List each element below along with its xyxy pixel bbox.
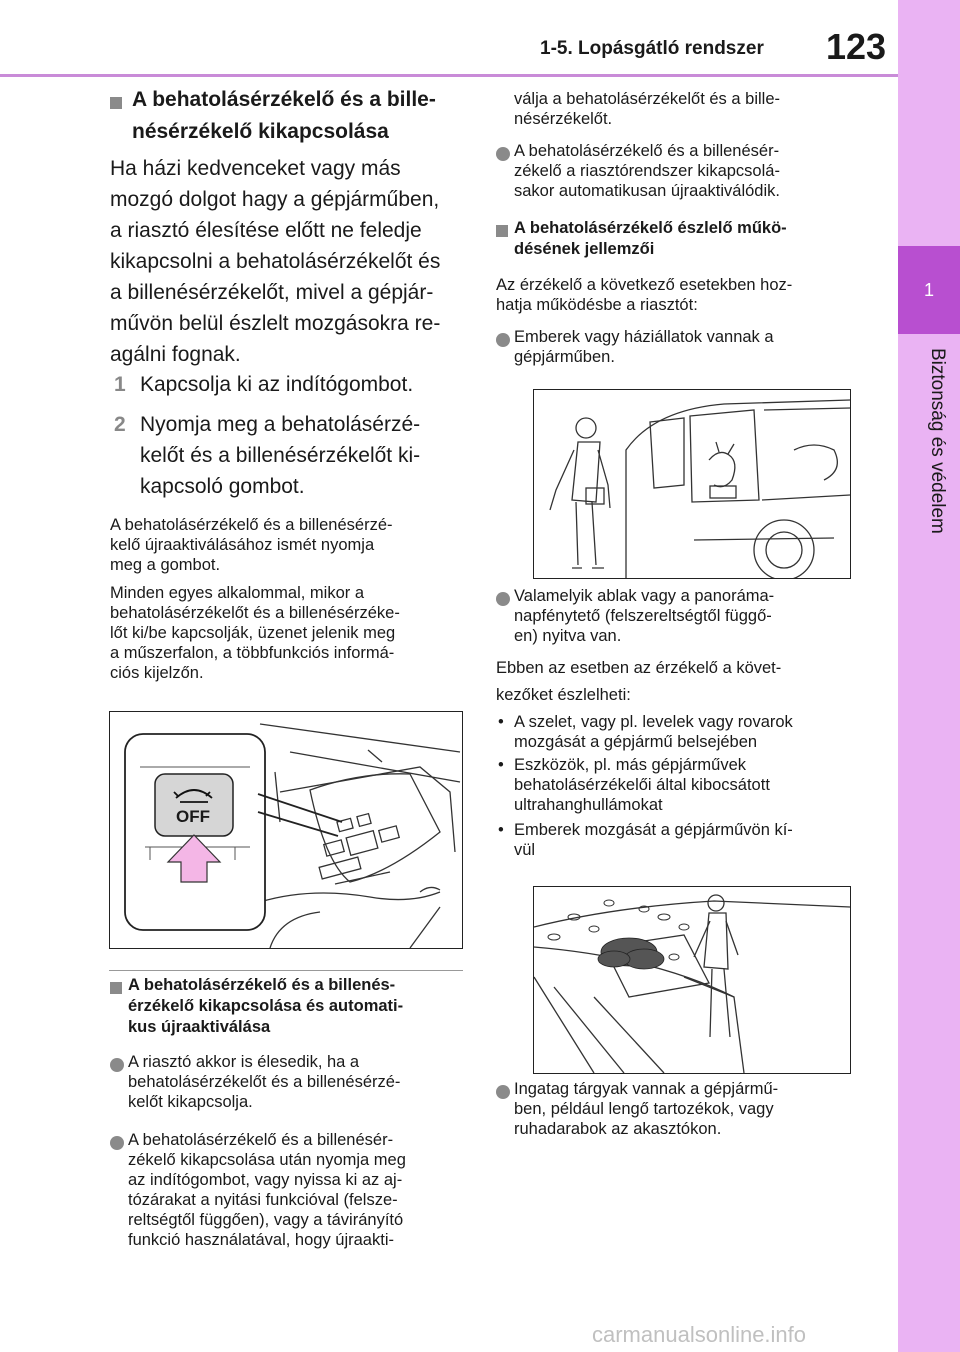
intro-2-line: Az érzékelő a következő esetekben hoz- [496,276,793,294]
heading-1-line-2: nésérzékelő kikapcsolása [132,120,389,143]
bullet-2-line: tózárakat a nyitási funkcióval (felsze- [128,1191,398,1209]
note-1-line: kelő újraaktiválásához ismét nyomja [110,536,375,554]
person-and-pet-illustration [534,390,850,578]
list-bullet-icon: • [498,713,504,731]
bullet-1-line: A riasztó akkor is élesedik, ha a [128,1053,360,1071]
note-2-line: lőt ki/be kapcsolják, üzenet jelenik meg [110,624,396,642]
chapter-tab[interactable] [898,246,960,334]
heading-2-line: érzékelő kikapcsolása és automati- [128,997,404,1015]
bullet-2-line: funkció használatával, hogy újraakti- [128,1231,394,1249]
note-1-line: A behatolásérzékelő és a billenésérzé- [110,516,393,534]
step-2-number: 2 [114,413,126,436]
step-2-line: kapcsoló gombot. [140,475,305,498]
bullet-dot-icon [110,1058,124,1072]
overhead-console-illustration [110,712,462,948]
person-and-pet-figure [533,389,851,579]
note-2-line: a műszerfalon, a többfunkciós informá- [110,644,395,662]
intro-2-line: hatja működésbe a riasztót: [496,296,698,314]
bullet-dot-icon [496,333,510,347]
list-item-line: vül [514,841,536,859]
bullet-dot-icon [496,147,510,161]
bullet-6-line: ruhadarabok az akasztókon. [514,1120,722,1138]
heading-2-line: kus újraaktiválása [128,1018,271,1036]
page-number: 123 [826,26,887,67]
intro-line: mozgó dolgot hagy a gépjárműben, [110,188,440,211]
list-bullet-icon: • [498,821,504,839]
paragraph-line: Ebben az esetben az érzékelő a követ- [496,659,782,677]
paragraph-line: kezőket észlelheti: [496,686,631,704]
section-title: 1-5. Lopásgátló rendszer [540,38,764,59]
note-2-line: Minden egyes alkalommal, mikor a [110,584,365,602]
heading-square-icon [110,97,122,109]
watermark: carmanualsonline.info [592,1322,807,1347]
list-bullet-icon: • [498,756,504,774]
bullet-3-line: sakor automatikusan újraaktiválódik. [514,182,780,200]
step-1-text: Kapcsolja ki az indítógombot. [140,373,414,396]
heading-2-line: A behatolásérzékelő és a billenés- [128,976,396,994]
bullet-3-line: A behatolásérzékelő és a billenésér- [514,142,780,160]
bullet-4-line: Emberek vagy háziállatok vannak a [514,328,774,346]
intro-line: agálni fognak. [110,343,241,366]
bullet-3-line: zékelő a riasztórendszer kikapcsolá- [514,162,780,180]
bullet-dot-icon [110,1136,124,1150]
step-2-line: Nyomja meg a behatolásérzé- [140,413,421,436]
bullet-2-line: A behatolásérzékelő és a billenésér- [128,1131,394,1149]
bullet-2-line: zékelő kikapcsolása után nyomja meg [128,1151,406,1169]
heading-1-line-1: A behatolásérzékelő és a bille- [132,88,436,111]
step-2-line: kelőt és a billenésérzékelőt ki- [140,444,421,467]
heading-3-line: désének jellemzői [514,240,655,258]
header-rule [0,74,898,77]
bullet-2-cont-line: nésérzékelőt. [514,110,613,128]
note-1-line: meg a gombot. [110,556,221,574]
overhead-console-figure [109,711,463,949]
list-item-line: behatolásérzékelői által kibocsátott [514,776,770,794]
list-item-line: mozgását a gépjármű belsejében [514,733,758,751]
intro-line: művön belül észlelt mozgásokra re- [110,312,441,335]
bullet-5-line: Valamelyik ablak vagy a panoráma- [514,587,775,605]
chapter-number: 1 [923,280,934,300]
bullet-4-line: gépjárműben. [514,348,615,366]
intro-line: kikapcsolni a behatolásérzékelőt és [110,250,441,273]
list-item-line: Eszközök, pl. más gépjárművek [514,756,747,774]
bullet-dot-icon [496,592,510,606]
intro-line: Ha házi kedvenceket vagy más [110,157,401,180]
bullet-2-cont-line: válja a behatolásérzékelőt és a bille- [514,90,780,108]
bullet-6-line: ben, például lengő tartozékok, vagy [514,1100,774,1118]
bullet-dot-icon [496,1085,510,1099]
list-item-line: Emberek mozgását a gépjárművön kí- [514,821,793,839]
intro-line: a billenésérzékelőt, mivel a gépjár- [110,281,434,304]
bullet-1-line: behatolásérzékelőt és a billenésérzé- [128,1073,401,1091]
bullet-5-line: en) nyitva van. [514,627,622,645]
bullet-2-line: reltségtől függően), vagy a távirányító [128,1211,404,1229]
bullet-1-line: kelőt kikapcsolja. [128,1093,253,1111]
list-item-line: ultrahanghullámokat [514,796,663,814]
bullet-5-line: napfénytető (felszereltségtől függő- [514,607,772,625]
section-divider [109,970,463,971]
chapter-label: Biztonság és védelem [927,348,948,534]
heading-square-icon [496,225,508,237]
list-item-line: A szelet, vagy pl. levelek vagy rovarok [514,713,793,731]
heading-square-icon [110,982,122,994]
chapter-sidebar [898,0,960,1352]
note-2-line: behatolásérzékelőt és a billenésérzéke- [110,604,400,622]
intro-line: a riasztó élesítése előtt ne feledje [110,219,422,242]
bullet-2-line: az indítógombot, vagy nyissa ki az aj- [128,1171,403,1189]
off-button-label: OFF [176,807,210,826]
heading-3-line: A behatolásérzékelő észlelő műkö- [514,219,787,237]
sunroof-leaves-illustration [534,887,850,1073]
bullet-6-line: Ingatag tárgyak vannak a gépjármű- [514,1080,779,1098]
sunroof-leaves-figure [533,886,851,1074]
note-2-line: ciós kijelzőn. [110,664,204,682]
step-1-number: 1 [114,373,126,396]
